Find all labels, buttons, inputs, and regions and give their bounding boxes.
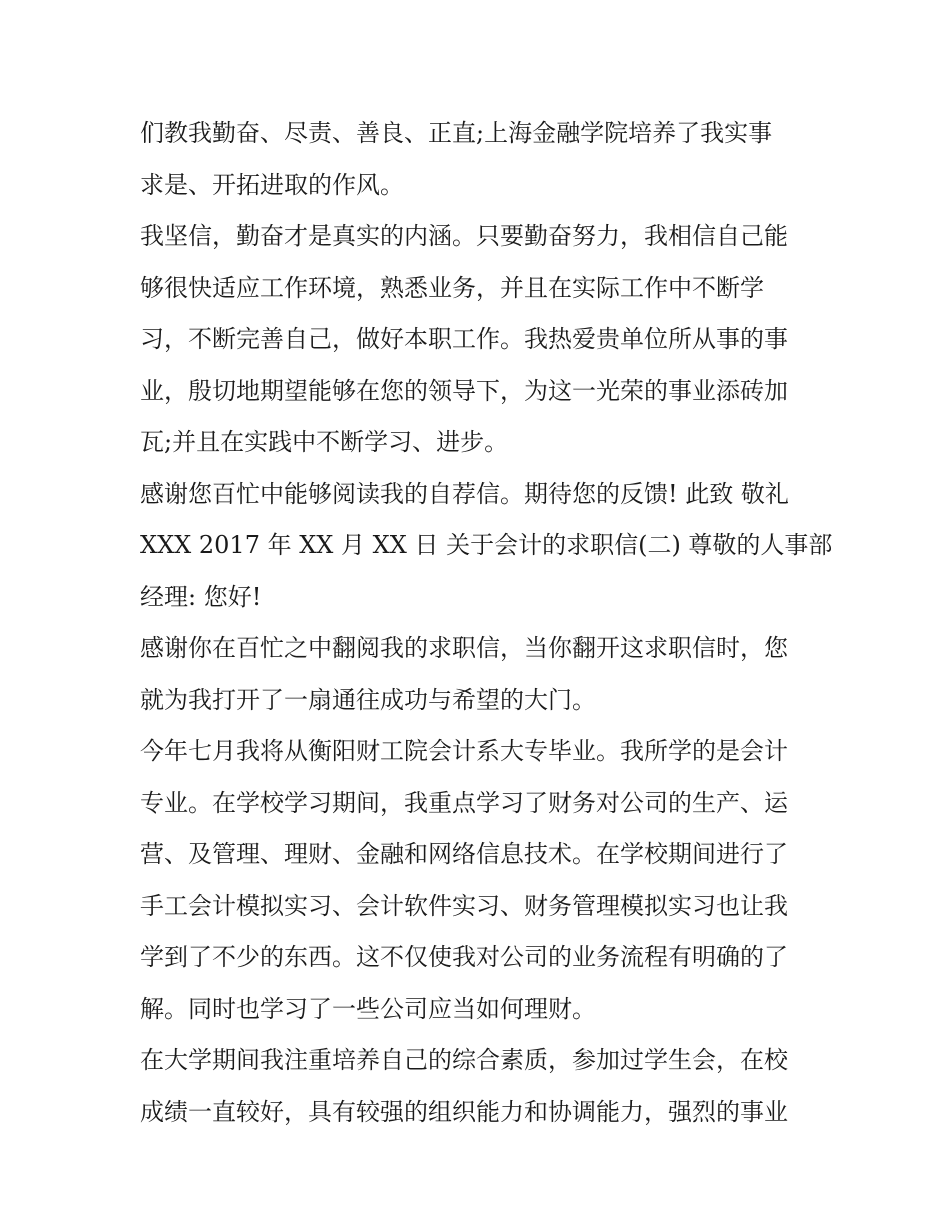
text-line: 营、及管理、理财、金融和网络信息技术。在学校期间进行了 — [140, 840, 788, 868]
text-line: 今年七月我将从衡阳财工院会计系大专毕业。我所学的是会计 — [140, 737, 788, 765]
text-line: 瓦;并且在实践中不断学习、进步。 — [140, 428, 509, 456]
text-line: 求是、开拓进取的作风。 — [140, 170, 404, 199]
text-line: 经理: 您好! — [140, 582, 262, 611]
text-line: 解。同时也学习了一些公司应当如何理财。 — [140, 994, 596, 1023]
body-text — [140, 108, 833, 1138]
text-line: 感谢您百忙中能够阅读我的自荐信。期待您的反馈! 此致 敬礼 — [140, 479, 789, 508]
text-line: 成绩一直较好，具有较强的组织能力和协调能力，强烈的事业 — [140, 1097, 788, 1126]
text-line: 业，殷切地期望能够在您的领导下，为这一光荣的事业添砖加 — [140, 376, 788, 405]
text-line: 在大学期间我注重培养自己的综合素质，参加过学生会，在校 — [140, 1046, 788, 1074]
text-line: 我坚信，勤奋才是真实的内涵。只要勤奋努力，我相信自己能 — [140, 222, 788, 250]
text-line: 够很快适应工作环境，熟悉业务，并且在实际工作中不断学 — [140, 273, 764, 302]
text-line: 感谢你在百忙之中翻阅我的求职信，当你翻开这求职信时，您 — [140, 634, 788, 662]
text-line: 手工会计模拟实习、会计软件实习、财务管理模拟实习也让我 — [140, 891, 788, 920]
text-line: 学到了不少的东西。这不仅使我对公司的业务流程有明确的了 — [140, 943, 788, 971]
text-line: XXX 2017 年 XX 月 XX 日 关于会计的求职信(二) 尊敬的人事部 — [140, 531, 833, 559]
text-line: 习，不断完善自己，做好本职工作。我热爱贵单位所从事的事 — [140, 325, 788, 353]
text-line: 专业。在学校学习期间，我重点学习了财务对公司的生产、运 — [140, 788, 788, 817]
text-line: 们教我勤奋、尽责、善良、正直;上海金融学院培养了我实事 — [140, 119, 773, 147]
text-line: 就为我打开了一扇通往成功与希望的大门。 — [140, 685, 596, 714]
